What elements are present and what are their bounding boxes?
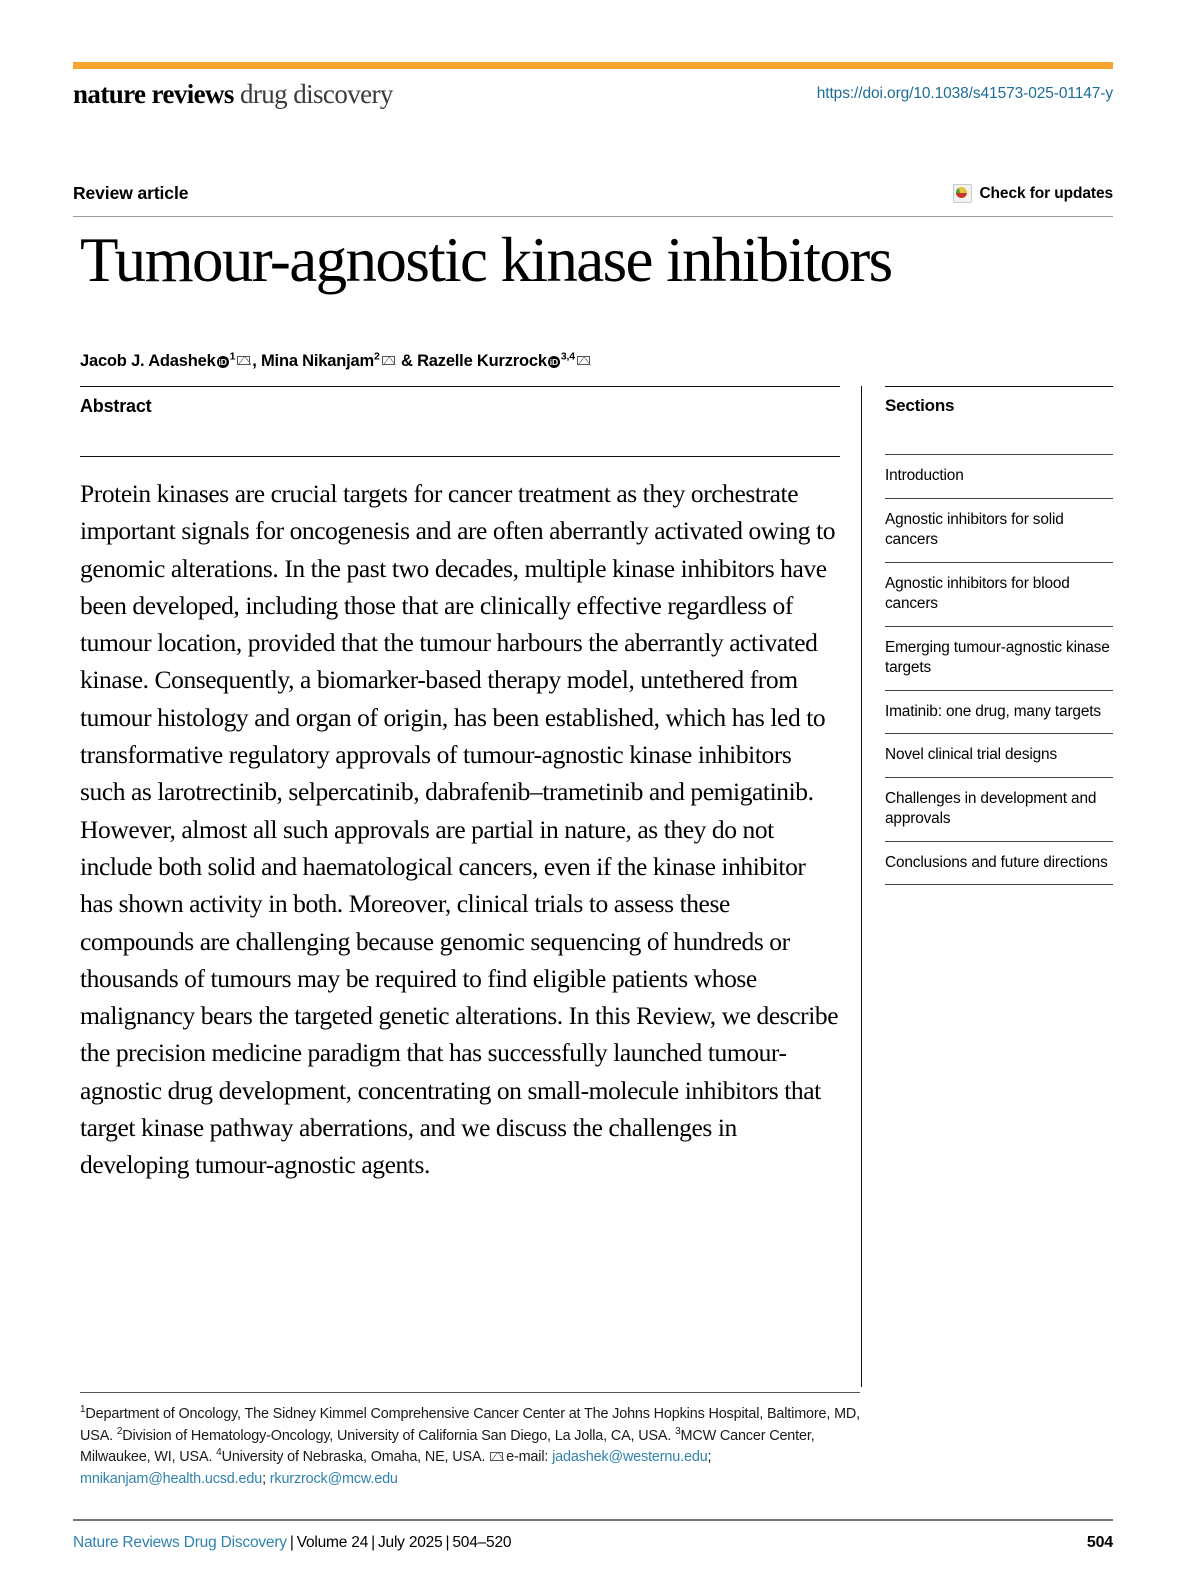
email-separator-1: ; [707, 1449, 712, 1466]
email-link-2[interactable]: mnikanjam@health.ucsd.edu [80, 1470, 263, 1487]
affil-sup-3: 3 [675, 1425, 681, 1437]
abstract-heading: Abstract [80, 396, 152, 416]
author-list [80, 352, 1120, 371]
affiliations-rule [80, 1392, 860, 1393]
author-separator-1: , [252, 352, 262, 370]
journal-logo-primary: nature reviews [73, 79, 234, 109]
email-icon-1[interactable] [237, 356, 250, 365]
author-separator-2: & [396, 352, 418, 370]
sections-heading: Sections [885, 396, 955, 415]
affil-sup-4: 4 [216, 1447, 222, 1459]
sections-top-rule [885, 386, 1113, 387]
orcid-icon-1[interactable]: iD [218, 357, 227, 367]
footer-separator-3: | [445, 1534, 450, 1551]
check-for-updates-button[interactable] [953, 184, 1113, 203]
affil-sup-2: 2 [116, 1425, 123, 1437]
sidebar-item-agnostic-inhibitors-blood-cancers[interactable]: Agnostic inhibitors for blood cancers [885, 562, 1113, 626]
email-label: e-mail: [506, 1449, 553, 1466]
footer-date: July 2025 [377, 1534, 443, 1551]
footer-volume: Volume 24 [296, 1534, 369, 1551]
sections-panel [885, 386, 1113, 885]
sidebar-item-conclusions[interactable]: Conclusions and future directions [885, 841, 1113, 886]
sidebar-item-imatinib[interactable]: Imatinib: one drug, many targets [885, 690, 1113, 734]
author-affil-ref-3: 3,4 [560, 350, 575, 363]
footer-separator-1: | [289, 1534, 294, 1551]
author-name-3: Razelle Kurzrock [417, 352, 547, 370]
email-link-1[interactable]: jadashek@westernu.edu [552, 1449, 708, 1466]
sidebar-item-agnostic-inhibitors-solid-cancers[interactable]: Agnostic inhibitors for solid cancers [885, 498, 1113, 562]
affil-text-4: University of Nebraska, Omaha, NE, USA. [221, 1449, 490, 1466]
journal-logo-secondary: drug discovery [239, 79, 393, 109]
abstract-top-rule [80, 386, 840, 387]
masthead [73, 78, 1113, 110]
affil-text-2: Division of Hematology-Oncology, University of California San Diego, La Jolla, CA, USA. [122, 1427, 676, 1444]
header-divider [73, 216, 1113, 217]
abstract-column [80, 386, 840, 1184]
journal-logo [73, 78, 393, 110]
sidebar-item-introduction[interactable]: Introduction [885, 454, 1113, 498]
footer-journal-link[interactable]: Nature Reviews Drug Discovery [73, 1534, 287, 1551]
affil-sup-1: 1 [80, 1404, 86, 1416]
sidebar-item-emerging-kinase-targets[interactable]: Emerging tumour-agnostic kinase targets [885, 626, 1113, 690]
author-affil-ref-2: 2 [373, 350, 380, 363]
author-affil-ref-1: 1 [229, 350, 236, 363]
author-name-1: Jacob J. Adashek [80, 352, 216, 370]
email-link-3[interactable]: rkurzrock@mcw.edu [269, 1470, 398, 1487]
article-type-label: Review article [73, 183, 189, 203]
footer-separator-2: | [371, 1534, 375, 1551]
footer-rule [73, 1519, 1113, 1521]
page-footer [73, 1534, 1113, 1552]
column-divider [861, 386, 862, 1387]
sidebar-item-novel-clinical-trial-designs[interactable]: Novel clinical trial designs [885, 733, 1113, 777]
sections-list [885, 454, 1113, 885]
abstract-text: Protein kinases are crucial targets for cancer treatment as they orchestrate important signals for oncogenesis and are often aberrantly activated owing to genomic alterations. In the past two decades, multiple kinase inhibitors have been developed, including those that are clinically effective regardless of tumour location, provided that the tumour harbours the aberrantly activated kinase. Consequently, a biomarker-based therapy model, untethered from tumour histology and organ of origin, has been established, which has led to transformative regulatory approvals of tumour-agnostic kinase inhibitors such as larotrectinib, selpercatinib, dabrafenib–trametinib and pemigatinib. However, almost all such approvals are partial in nature, as they do not include both solid and haematological cancers, even if the kinase inhibitor has shown activity in both. Moreover, clinical trials to assess these compounds are challenging because genomic sequencing of hundreds or thousands of tumours may be required to find eligible patients whose malignancy bears the targeted genetic alterations. In this Review, we describe the precision medicine paradigm that has successfully launched tumour-agnostic drug development, concentrating on small-molecule inhibitors that target kinase pathway aberrations, and we discuss the challenges in developing tumour-agnostic agents. [80, 479, 839, 1180]
email-icon-2[interactable] [382, 356, 395, 365]
page-number: 504 [1086, 1534, 1113, 1551]
footer-pages: 504–520 [452, 1534, 512, 1551]
email-icon-3[interactable] [577, 356, 590, 365]
abstract-mid-rule [80, 456, 840, 457]
doi-link[interactable]: https://doi.org/10.1038/s41573-025-01147-y [816, 85, 1113, 102]
email-separator-2: ; [262, 1470, 270, 1487]
orcid-icon-3[interactable]: iD [549, 357, 558, 367]
affil-text-1: Department of Oncology, The Sidney Kimmel Comprehensive Cancer Center at The Johns Hopkins Hospital, Baltimore, MD, USA. [80, 1406, 861, 1444]
sidebar-item-challenges[interactable]: Challenges in development and approvals [885, 777, 1113, 841]
affil-text-3: MCW Cancer Center, Milwaukee, WI, USA. [80, 1427, 815, 1466]
author-name-2: Mina Nikanjam [261, 352, 374, 370]
email-icon-affiliations [490, 1452, 503, 1462]
article-type-row [73, 183, 1113, 204]
crossmark-icon [953, 184, 972, 203]
check-for-updates-label: Check for updates [979, 184, 1113, 202]
footer-citation [73, 1534, 511, 1552]
affiliations-block [80, 1404, 870, 1490]
brand-accent-bar [73, 62, 1113, 69]
page-title: Tumour-agnostic kinase inhibitors [80, 225, 892, 295]
